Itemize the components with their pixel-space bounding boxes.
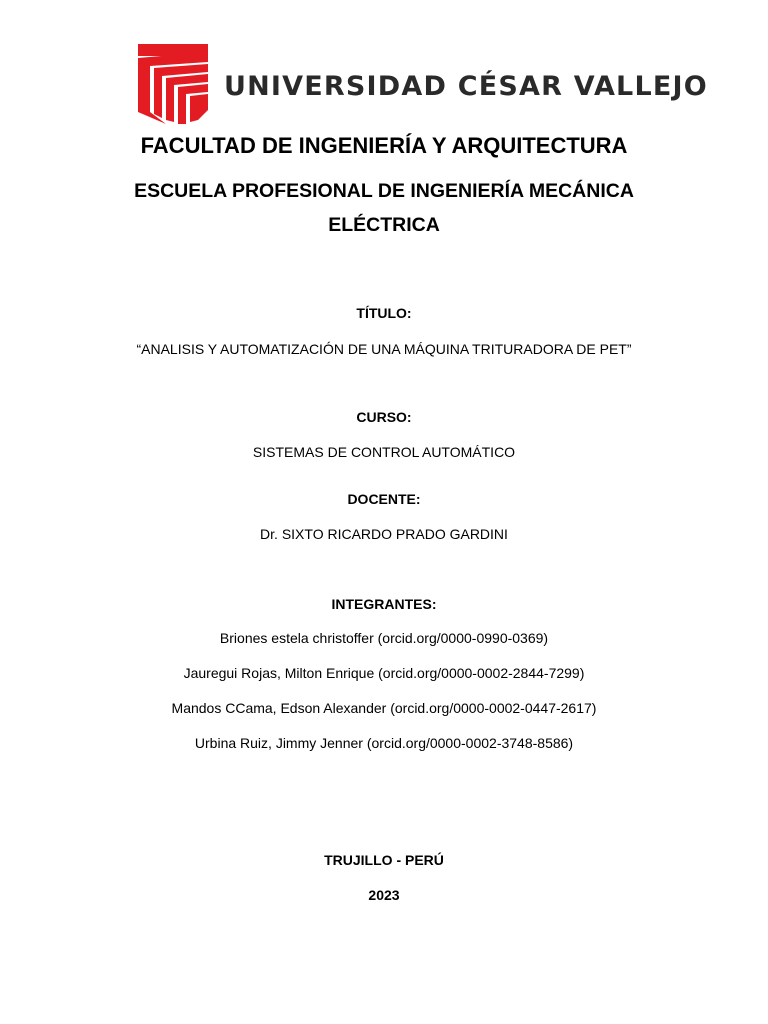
year-text: 2023 xyxy=(368,887,400,903)
teacher-value: Dr. SIXTO RICARDO PRADO GARDINI xyxy=(260,526,508,542)
members-label: INTEGRANTES: xyxy=(331,596,437,612)
course-value: SISTEMAS DE CONTROL AUTOMÁTICO xyxy=(252,444,516,460)
member-item: Urbina Ruiz, Jimmy Jenner (orcid.org/0000-0002-3748-8586) xyxy=(194,735,574,751)
school-heading-line2: ELÉCTRICA xyxy=(328,214,440,236)
course-label: CURSO: xyxy=(356,409,412,425)
school-heading-line1: ESCUELA PROFESIONAL DE INGENIERÍA MECÁNICA xyxy=(134,180,634,202)
university-name: UNIVERSIDAD CÉSAR VALLEJO xyxy=(224,70,708,102)
title-label: TÍTULO: xyxy=(356,305,412,321)
member-item: Briones estela christoffer (orcid.org/0000-0990-0369) xyxy=(219,630,549,646)
place-text: TRUJILLO - PERÚ xyxy=(324,852,444,868)
member-item: Jauregui Rojas, Milton Enrique (orcid.org/0000-0002-2844-7299) xyxy=(183,665,585,681)
member-item: Mandos CCama, Edson Alexander (orcid.org/0000-0002-0447-2617) xyxy=(171,700,597,716)
university-logo xyxy=(138,42,708,124)
teacher-label: DOCENTE: xyxy=(347,491,421,507)
ucv-shield-icon xyxy=(138,42,208,124)
faculty-heading: FACULTAD DE INGENIERÍA Y ARQUITECTURA xyxy=(140,133,628,158)
title-value: “ANALISIS Y AUTOMATIZACIÓN DE UNA MÁQUINA TRITURADORA DE PET” xyxy=(136,341,632,357)
